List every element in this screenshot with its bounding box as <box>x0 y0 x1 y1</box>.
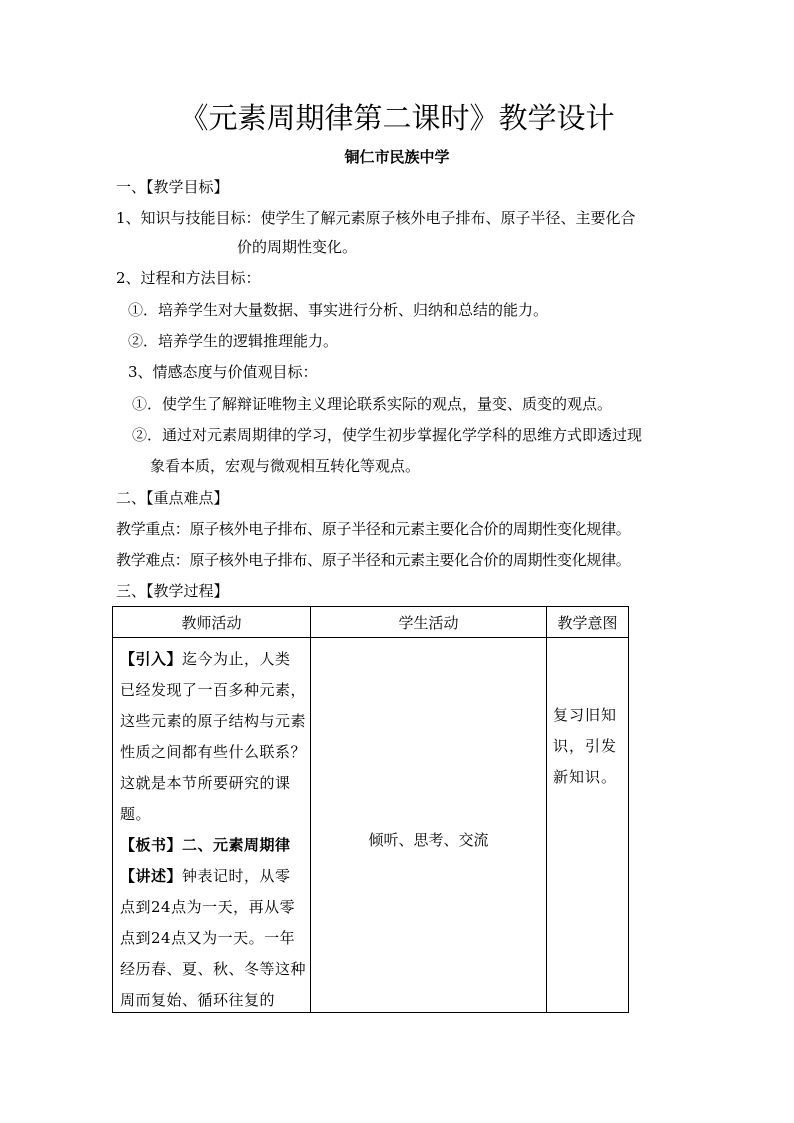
teacher-activity-cell <box>113 638 311 1013</box>
goal-attitude-item-2-line1: ②．通过对元素周期律的学习，使学生初步掌握化学学科的思维方式即透过现 <box>132 426 643 444</box>
goal-process-item-1: ①．培养学生对大量数据、事实进行分析、归纳和总结的能力。 <box>128 301 549 319</box>
header-teacher-activity: 教师活动 <box>113 607 311 638</box>
student-activity-cell <box>311 638 547 1013</box>
goal-knowledge-line2: 价的周期性变化。 <box>237 238 358 256</box>
goal-knowledge-line1: 1、知识与技能目标：使学生了解元素原子核外电子排布、原子半径、主要化合 <box>116 209 636 227</box>
document-title: 《元素周期律第二课时》教学设计 <box>179 101 615 135</box>
school-name: 铜仁市民族中学 <box>344 148 450 166</box>
section-process-heading: 三、【教学过程】 <box>116 582 229 600</box>
teacher-activity-text <box>120 644 306 1016</box>
key-point: 教学重点：原子核外电子排布、原子半径和元素主要化合价的周期性变化规律。 <box>116 520 631 538</box>
goal-attitude-item-2-line2: 象看本质，宏观与微观相互转化等观点。 <box>150 457 421 475</box>
goal-attitude-item-1: ①．使学生了解辩证唯物主义理论联系实际的观点，量变、质变的观点。 <box>132 395 613 413</box>
teaching-process-table <box>112 606 629 1013</box>
teaching-intent-cell <box>547 638 629 1013</box>
lecture-text: 钟表记时，从零点到24点为一天，再从零点到24点又为一天。一年经历春、夏、秋、冬等这种周而复始、循环往复的 <box>120 867 307 1009</box>
section-key-difficult-heading: 二、【重点难点】 <box>116 489 229 507</box>
intro-text: 迄今为止，人类已经发现了一百多种元素，这些元素的原子结构与元素性质之间都有些什么联系？这就是本节所要研究的课题。 <box>120 650 307 823</box>
goal-process-item-2: ②．培养学生的逻辑推理能力。 <box>128 332 339 350</box>
table-row <box>113 638 629 1013</box>
header-teaching-intent: 教学意图 <box>547 607 629 638</box>
board-tag: 【板书】 <box>120 836 183 854</box>
section-teaching-goals-heading: 一、【教学目标】 <box>116 178 229 196</box>
lecture-tag: 【讲述】 <box>120 867 183 885</box>
difficult-point: 教学难点：原子核外电子排布、原子半径和元素主要化合价的周期性变化规律。 <box>116 551 631 569</box>
table-header-row <box>113 607 629 638</box>
board-text: 二、元素周期律 <box>182 836 291 854</box>
header-student-activity: 学生活动 <box>311 607 547 638</box>
goal-process-heading: 2、过程和方法目标： <box>116 269 261 287</box>
goal-attitude-heading: 3、情感态度与价值观目标： <box>128 363 318 381</box>
teaching-intent-text: 复习旧知识，引发新知识。 <box>553 706 618 786</box>
intro-tag: 【引入】 <box>120 650 183 668</box>
student-activity-text: 倾听、思考、交流 <box>368 831 489 849</box>
